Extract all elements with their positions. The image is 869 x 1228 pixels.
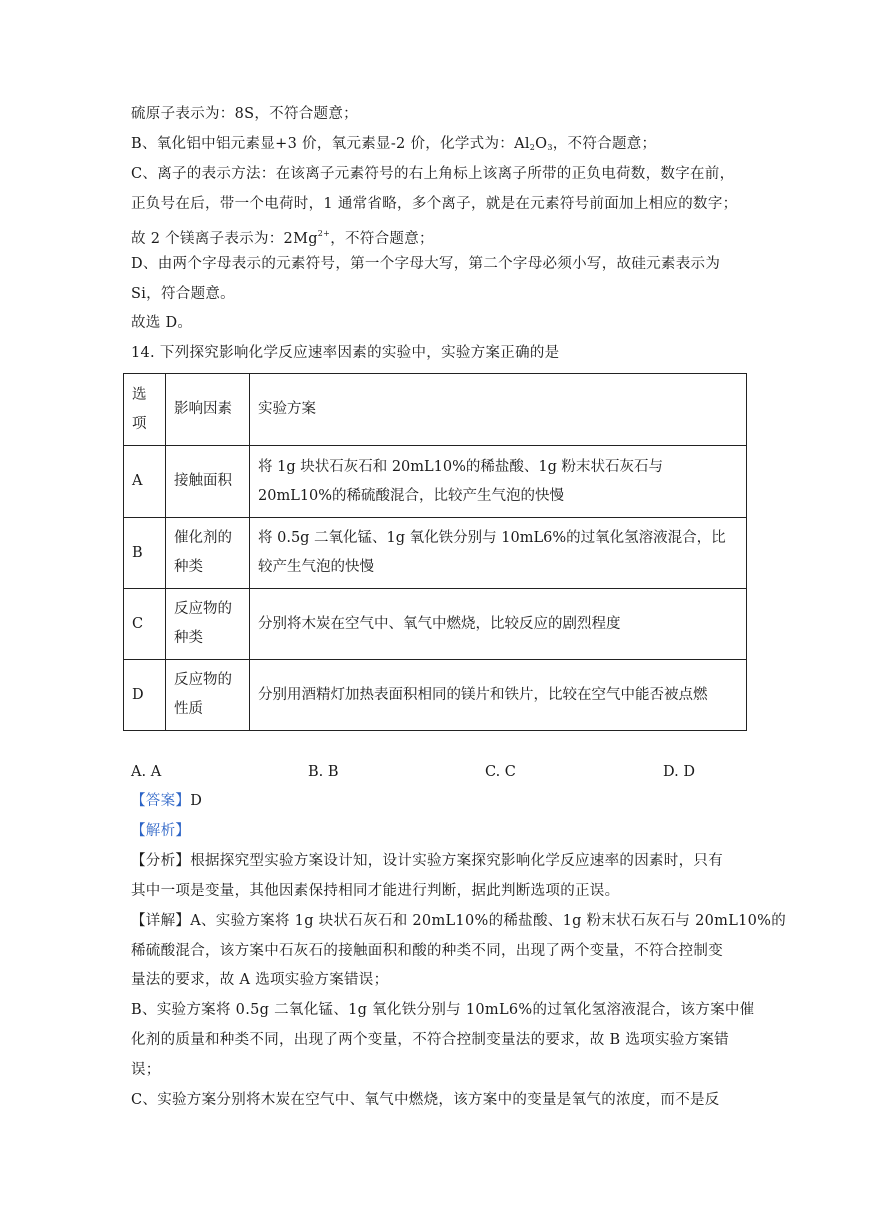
explain-line-1: [131, 851, 741, 871]
explain-line-2: 其中一项是变量，其他因素保持相同才能进行判断，据此判断选项的正误。: [131, 883, 620, 899]
choice-c: C. C: [485, 764, 516, 780]
row-plan: 将 1g 块状石灰石和 20mL10%的稀盐酸、1g 粉末状石灰石与 20mL10%的稀硫酸混合，比较产生气泡的快慢: [250, 446, 747, 518]
prev-line-6: D、由两个字母表示的元素符号，第一个字母大写，第二个字母必须小写，故硅元素表示为: [131, 256, 721, 272]
superscript-charge: 2+: [317, 229, 331, 238]
prev-line-8: 故选 D。: [131, 315, 193, 331]
prev-line-7: Si，符合题意。: [131, 286, 235, 302]
explain-line-9: C、实验方案分别将木炭在空气中、氧气中燃烧，该方案中的变量是氧气的浓度，而不是反: [131, 1092, 720, 1108]
table-row: [124, 446, 747, 518]
prev-line-2m: O: [535, 136, 548, 152]
answer-line: [131, 791, 741, 811]
row-option: A: [124, 446, 166, 518]
analysis-label: 【解析】: [131, 823, 191, 839]
explain-line-5: 量法的要求，故 A 选项实验方案错误；: [131, 972, 389, 988]
question-stem: 14. 下列探究影响化学反应速率因素的实验中，实验方案正确的是: [131, 345, 560, 361]
explain-line-1-text: 根据探究型实验方案设计知，设计实验方案探究影响化学反应速率的因素时，只有: [190, 853, 723, 869]
table-row: [124, 660, 747, 731]
row-factor: 催化剂的种类: [166, 518, 250, 589]
table-row: [124, 518, 747, 589]
prev-line-2b: ，不符合题意；: [552, 136, 657, 152]
prev-line-4: 正负号在后，带一个电荷时，1 通常省略，多个离子，就是在元素符号前面加上相应的数字；: [131, 196, 738, 212]
header-factor: 影响因素: [166, 374, 250, 446]
answer-value: D: [190, 793, 203, 809]
experiment-table: [123, 373, 747, 731]
explain-line-7: 化剂的质量和种类不同，出现了两个变量，不符合控制变量法的要求，故 B 选项实验方案错: [131, 1032, 729, 1048]
header-plan: 实验方案: [250, 374, 747, 446]
row-factor: 接触面积: [166, 446, 250, 518]
explain-line-3: [131, 911, 787, 931]
explain-line-3-text: A、实验方案将 1g 块状石灰石和 20mL10%的稀盐酸、1g 粉末状石灰石与 20mL10%的: [190, 913, 787, 929]
explain-line-4: 稀硫酸混合，该方案中石灰石的接触面积和酸的种类不同，出现了两个变量，不符合控制变: [131, 943, 723, 959]
prev-line-1: 硫原子表示为：8S，不符合题意；: [131, 106, 358, 122]
row-option: B: [124, 518, 166, 589]
prev-line-2a: B、氧化铝中铝元素显+3 价，氧元素显-2 价，化学式为：Al: [131, 136, 530, 152]
choice-d: D. D: [663, 764, 695, 780]
row-plan: 分别用酒精灯加热表面积相同的镁片和铁片，比较在空气中能否被点燃: [250, 660, 747, 731]
prev-line-2: [131, 134, 741, 158]
choice-a: A. A: [131, 764, 162, 780]
answer-label: 【答案】: [131, 793, 191, 809]
explain-line-6: B、实验方案将 0.5g 二氧化锰、1g 氧化铁分别与 10mL6%的过氧化氢溶液混合，该方案中催: [131, 1002, 755, 1018]
explain-tag-analysis: 【分析】: [131, 853, 191, 869]
row-plan: 将 0.5g 二氧化锰、1g 氧化铁分别与 10mL6%的过氧化氢溶液混合，比较产生气泡的快慢: [250, 518, 747, 589]
subscript-2: 2: [529, 143, 536, 152]
prev-line-5b: ，不符合题意；: [330, 231, 434, 247]
row-option: D: [124, 660, 166, 731]
row-plan: 分别将木炭在空气中、氧气中燃烧，比较反应的剧烈程度: [250, 589, 747, 660]
table-row: [124, 589, 747, 660]
table-header-row: [124, 374, 747, 446]
header-option: 选项: [124, 374, 166, 446]
explain-line-8: 误；: [131, 1062, 161, 1078]
row-option: C: [124, 589, 166, 660]
prev-line-3: C、离子的表示方法：在该离子元素符号的右上角标上该离子所带的正负电荷数，数字在前，: [131, 166, 735, 182]
row-factor: 反应物的性质: [166, 660, 250, 731]
row-factor: 反应物的种类: [166, 589, 250, 660]
choice-b: B. B: [308, 764, 339, 780]
prev-line-5: [131, 224, 741, 249]
explain-tag-detail: 【详解】: [131, 913, 191, 929]
prev-line-5a: 故 2 个镁离子表示为：2Mg: [131, 231, 318, 247]
analysis-heading: [131, 821, 741, 841]
subscript-3: 3: [547, 143, 553, 152]
